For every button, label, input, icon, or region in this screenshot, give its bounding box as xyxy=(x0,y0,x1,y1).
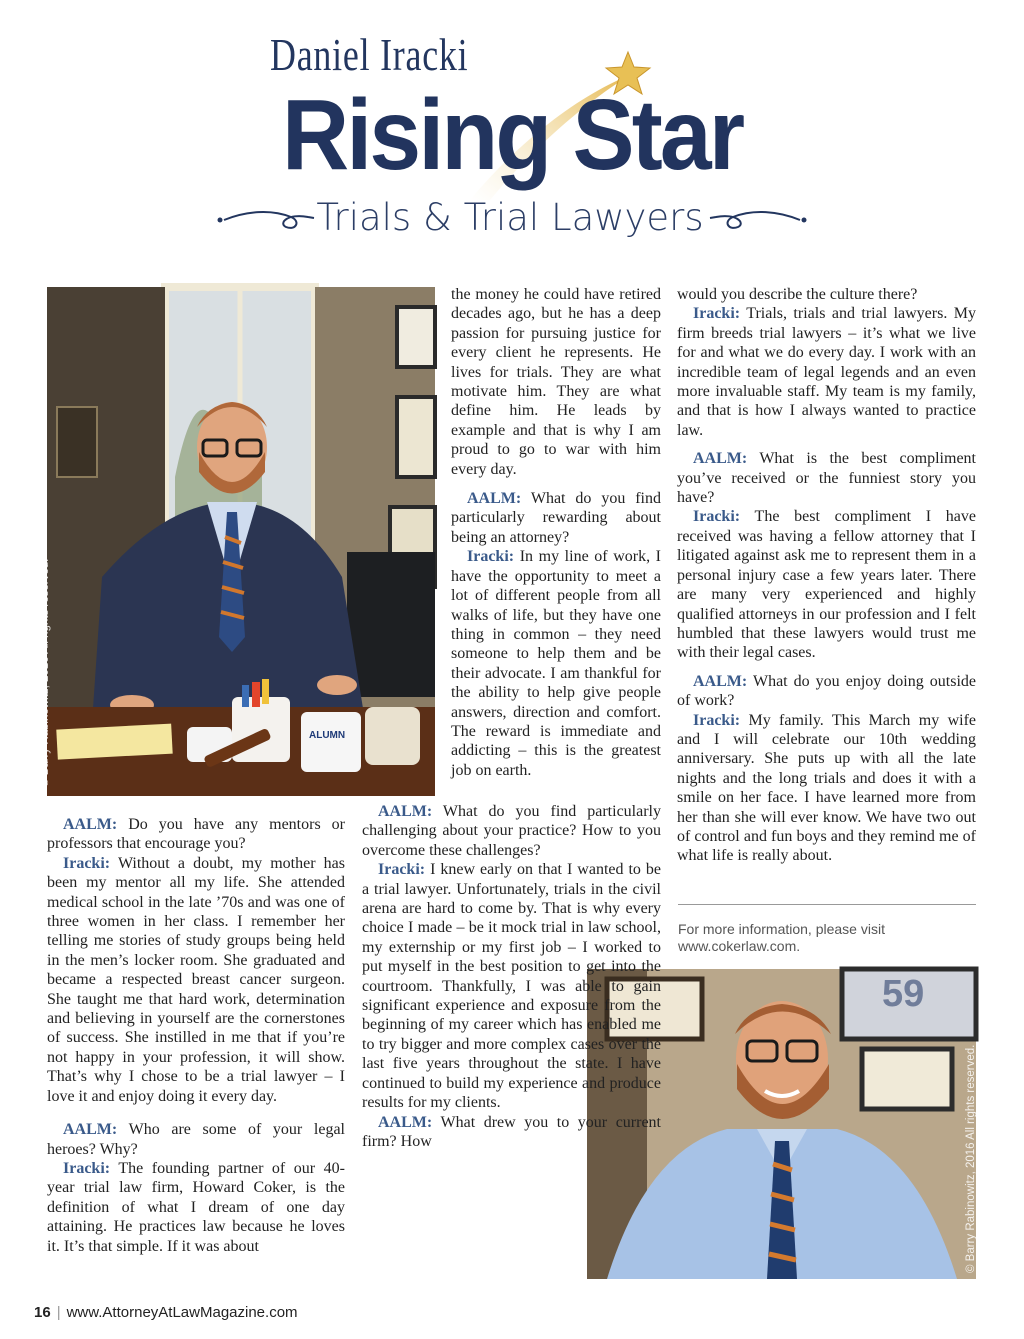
interviewer-label: AALM: xyxy=(693,672,748,690)
interviewee-label: Iracki: xyxy=(378,861,426,879)
answer-text: Trials, trials and trial lawyers. My firm breeds trial lawyers – it’s what we live for and what we do every day. I work with an incredible team of legal legends and an even more invaluable staff. My team is my family, and that is how I always wanted to practice law. xyxy=(677,305,976,439)
interviewer-label: AALM: xyxy=(378,1113,433,1131)
question-text: What drew you to your current firm? How xyxy=(362,1113,661,1150)
jersey-number: 59 xyxy=(882,973,925,1015)
photo-credit-bottom: © Barry Rabinowitz, 2016 All rights reserved. xyxy=(965,1044,977,1273)
interviewer-label: AALM: xyxy=(63,816,118,833)
column-2-upper xyxy=(451,285,661,780)
column-2-lower xyxy=(362,802,661,1151)
more-info-link[interactable]: www.cokerlaw.com. xyxy=(678,938,801,954)
article-name: Daniel Iracki xyxy=(270,29,469,80)
interviewer-label: AALM: xyxy=(63,1121,118,1139)
footer-site-link[interactable]: www.AttorneyAtLawMagazine.com xyxy=(66,1304,298,1321)
interviewee-label: Iracki: xyxy=(693,711,741,729)
interviewee-label: Iracki: xyxy=(693,305,741,323)
more-info-box xyxy=(678,904,976,955)
interviewer-label: AALM: xyxy=(693,450,748,468)
more-info-text: For more information, please visit xyxy=(678,921,885,937)
answer-text: My family. This March my wife and I will celebrate our 10th wedding anniversary. She puts up with all the late nights and the long trials and does it with a smile on her face. I have learned more from her than she will ever know. We have two out of control and fun boys and they remind me of what life is really about. xyxy=(677,711,976,865)
answer-text: Without a doubt, my mother has been my mentor all my life. She attended medical school in the late ’70s and was one of three women in her class. I remember her telling me stories of study groups being held in the men’s locker room. She graduated and became a respected breast cancer surgeon. She taught me that hard work, determination and believing in yourself are the cornerstones of success. She instilled in me that if you’re not happy in your profession, it will show. That’s why I chose to be a trial lawyer – I love it and enjoy doing it every day. xyxy=(47,854,346,1105)
answer-text: The best compliment I have received was having a fellow attorney that I litigated against ask me to represent them in a personal injury case a few years later. There are many very experienced and highly qualified attorneys in our profession and I felt humbled that these lawyers would trust me with their legal cases. xyxy=(677,508,977,662)
continued-text: the money he could have retired decades ago, but he has a deep passion for pursuing justice for every client he represents. He lives for trials. They are what motivate him. They are what define him. He leads by example and that is why I am proud to go to war with him every day. xyxy=(451,286,661,478)
page-footer xyxy=(34,1304,298,1321)
interviewee-label: Iracki: xyxy=(467,548,515,566)
question-text: Do you have any mentors or professors that encourage you? xyxy=(47,816,346,853)
continued-text: would you describe the culture there? xyxy=(677,286,918,303)
page-number: 16 xyxy=(34,1304,51,1321)
column-3 xyxy=(677,285,976,866)
answer-text: The founding partner of our 40-year trial law firm, Howard Coker, is the definition of what I dream of one day attaining. He practices law because he loves it. It’s that simple. If it was about xyxy=(47,1159,345,1255)
interviewee-label: Iracki: xyxy=(63,1159,111,1177)
interviewee-label: Iracki: xyxy=(63,854,111,872)
photo-credit-top: © Barry Rabinowitz, 2016 All rights reserved. xyxy=(39,558,51,787)
question-text: What is the best compliment you’ve received or the funniest story you have? xyxy=(677,450,976,507)
question-text: What do you find particularly challenging about your practice? How to you overcome these challenges? xyxy=(362,803,661,859)
answer-text: I knew early on that I wanted to be a trial lawyer. Unfortunately, trials in the civil arena are hard to come by. That is why every choice I made – be it mock trial in law school, my externship or my first job – I worked to put myself in the best position to get into the courtroom. Thankfully, I was able to gain significant experience and exposure from the beginning of my career which has enabled me to try bigger and more complex cases over the last five years throughout the state. I have continued to build my experience and produce results for my clients. xyxy=(362,861,661,1112)
question-text: What do you find particularly rewarding about being an attorney? xyxy=(451,490,661,546)
footer-separator: | xyxy=(56,1304,61,1321)
question-text: Who are some of your legal heroes? Why? xyxy=(47,1121,346,1158)
column-1 xyxy=(47,815,345,1256)
portrait-photo-office xyxy=(39,287,435,796)
subtitle: Trials & Trial Lawyers xyxy=(316,196,704,239)
answer-text: In my line of work, I have the opportunity to meet a lot of different people from all walks of life, but they have one thing in common – they need someone to help them and be their advocate. I am thankful for the ability to help give people answers, direction and comfort. The reward is immediate and addicting – this is the greatest job on earth. xyxy=(451,548,662,779)
interviewee-label: Iracki: xyxy=(693,508,741,526)
interviewer-label: AALM: xyxy=(378,803,433,820)
question-text: What do you enjoy doing outside of work? xyxy=(677,672,976,710)
mug-label: ALUMN xyxy=(309,730,346,741)
headline: Rising Star xyxy=(282,79,743,191)
interviewer-label: AALM: xyxy=(467,490,522,508)
